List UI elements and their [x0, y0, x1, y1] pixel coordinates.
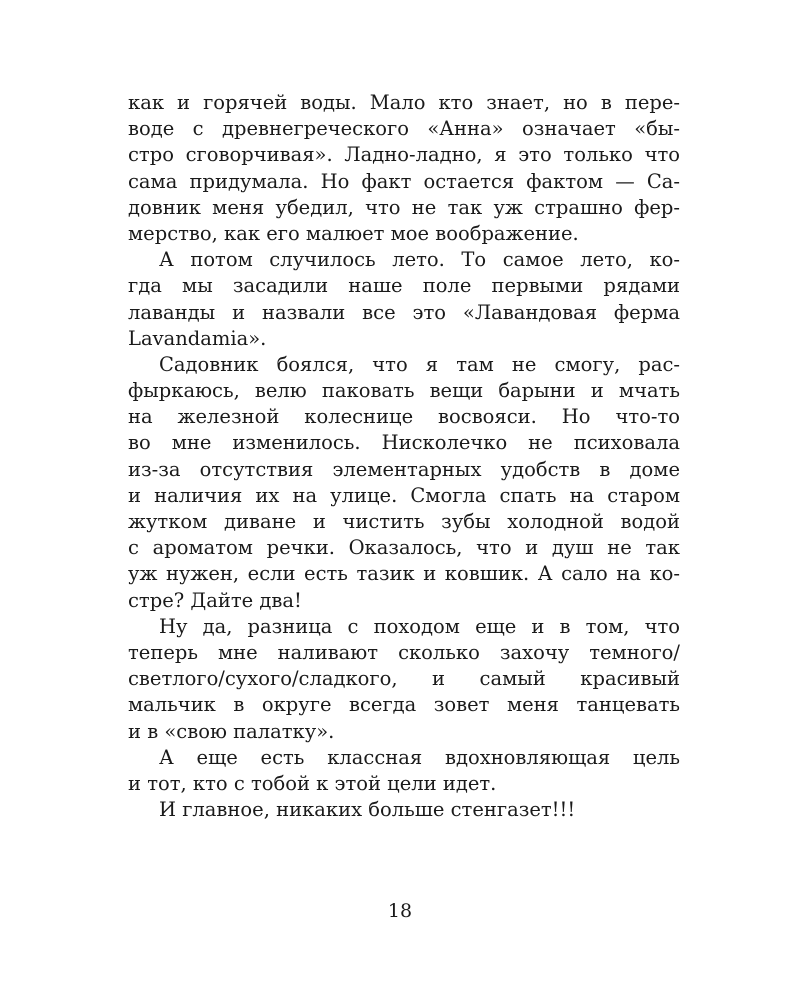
text-line: уж нужен, если есть тазик и ковшик. А сало на ко-: [128, 562, 680, 586]
text-line: Садовник боялся, что я там не смогу, рас-: [159, 352, 680, 376]
text-line: светлого/сухого/сладкого, и самый красивый: [128, 667, 680, 691]
text-line: Ну да, разница с походом еще и в том, что: [159, 614, 680, 638]
text-line: воде с древнегреческого «Анна» означает «бы-: [128, 117, 680, 141]
text-line: А еще есть классная вдохновляющая цель: [159, 745, 680, 769]
text-line: жутком диване и чистить зубы холодной водой: [128, 510, 680, 533]
paragraph: [128, 247, 680, 352]
paragraph: [128, 614, 680, 745]
text-line: стре? Дайте два!: [128, 588, 302, 612]
text-line: лаванды и назвали все это «Лавандовая ферма: [128, 300, 680, 324]
text-line: гда мы засадили наше поле первыми рядами: [128, 274, 680, 298]
text-line: и наличия их на улице. Смогла спать на старом: [128, 483, 680, 507]
text-line: И главное, никаких больше стенгазет!!!: [159, 798, 576, 822]
paragraph: [128, 352, 680, 614]
page-number: 18: [387, 900, 413, 922]
body-text: [128, 90, 680, 823]
text-line: на железной колеснице восвояси. Но что-то: [128, 405, 680, 429]
paragraph: [128, 797, 680, 823]
paragraph: [128, 90, 680, 247]
text-line: А потом случилось лето. То самое лето, ко-: [159, 248, 680, 272]
text-line: из-за отсутствия элементарных удобств в доме: [128, 457, 680, 481]
text-line: Lavandamia».: [128, 326, 267, 350]
paragraph: [128, 745, 680, 797]
text-line: мерство, как его малюет мое воображение.: [128, 221, 579, 245]
text-line: во мне изменилось. Нисколечко не психовала: [128, 431, 680, 455]
text-line: с ароматом речки. Оказалось, что и душ не так: [128, 536, 680, 560]
text-line: довник меня убедил, что не так уж страшно фер-: [128, 195, 680, 219]
text-line: мальчик в округе всегда зовет меня танцевать: [128, 693, 680, 717]
text-line: сама придумала. Но факт остается фактом — Са-: [128, 169, 680, 193]
text-line: и тот, кто с тобой к этой цели идет.: [128, 771, 497, 795]
text-line: как и горячей воды. Мало кто знает, но в пере-: [128, 91, 680, 114]
text-line: стро сговорчивая». Ладно-ладно, я это только что: [128, 143, 680, 167]
text-line: теперь мне наливают сколько захочу темного/: [128, 640, 680, 664]
text-line: и в «свою палатку».: [128, 719, 335, 743]
text-line: фыркаюсь, велю паковать вещи барыни и мчать: [128, 379, 680, 403]
